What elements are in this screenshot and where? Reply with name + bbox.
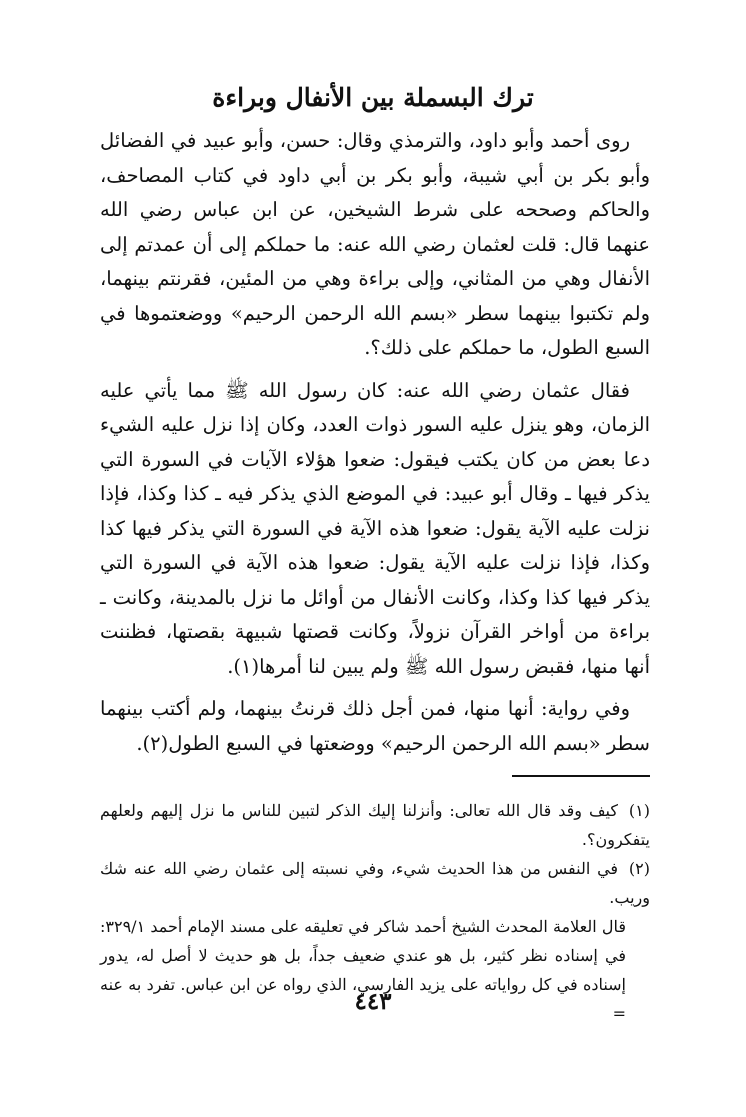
footnote-separator: [512, 775, 650, 777]
footnote: [100, 854, 650, 912]
footnote-text: في النفس من هذا الحديث شيء، وفي نسبته إلى عثمان رضي الله عنه شك وريب.: [100, 859, 650, 907]
footnote: [100, 796, 650, 854]
paragraph: روى أحمد وأبو داود، والترمذي وقال: حسن، وأبو عبيد في الفضائل وأبو بكر بن أبي شيبة، وأبو بكر بن أبي داود في كتاب المصاحف، والحاكم وصححه على شرط الشيخين، عن ابن عباس رضي الله عنهما قال: قلت لعثمان رضي الله عنه: ما حملكم إلى أن عمدتم إلى الأنفال وهي من المثاني، وإلى براءة وهي من المئين، فقرنتم بينهما، ولم تكتبوا بينهما سطر «بسم الله الرحمن الرحيم» ووضعتموها في السبع الطول، ما حملكم على ذلك؟.: [100, 129, 650, 359]
paragraph: وفي رواية: أنها منها، فمن أجل ذلك قرنتُ بينهما، ولم أكتب بينهما سطر «بسم الله الرحمن الرحيم» ووضعتها في السبع الطول(٢).: [100, 697, 650, 755]
page-number: ٤٤٣: [354, 988, 392, 1015]
body-text: [100, 124, 650, 769]
footnote-number: (٢): [628, 859, 650, 878]
page-title: ترك البسملة بين الأنفال وبراءة: [212, 83, 534, 112]
footnote-continuation: قال العلامة المحدث الشيخ أحمد شاكر في تعليقه على مسند الإمام أحمد ٣٢٩/١: في إسناده نظر كثير، بل هو عندي ضعيف جداً، بل هو حديث لا أصل له، يدور إسناده في كل رواياته على يزيد الفارسي، الذي رواه عن ابن عباس. تفرد به عنه =: [100, 917, 627, 1023]
footnote-number: (١): [628, 801, 651, 820]
footnote-text: كيف وقد قال الله تعالى: وأنزلنا إليك الذكر لتبين للناس ما نزل إليهم ولعلهم يتفكرون؟.: [100, 801, 650, 849]
paragraph: فقال عثمان رضي الله عنه: كان رسول الله ﷺ مما يأتي عليه الزمان، وهو ينزل عليه السور ذوات العدد، وكان إذا نزل عليه الشيء دعا بعض من كان يكتب فيقول: ضعوا هؤلاء الآيات في السورة التي يذكر فيها ـ وقال أبو عبيد: في الموضع الذي يذكر فيه ـ كذا وكذا، فإذا نزلت عليه الآية يقول: ضعوا هذه الآية في السورة التي يذكر فيها كذا وكذا، فإذا نزلت عليه الآية يقول: ضعوا هذه الآية في السورة التي يذكر فيها كذا وكذا، وكانت الأنفال من أوائل ما نزل بالمدينة، وكانت ـ براءة من أواخر القرآن نزولاً، وكانت قصتها شبيهة بقصتها، فظننت أنها منها، فقبض رسول الله ﷺ ولم يبين لنا أمرها(١).: [100, 378, 650, 678]
